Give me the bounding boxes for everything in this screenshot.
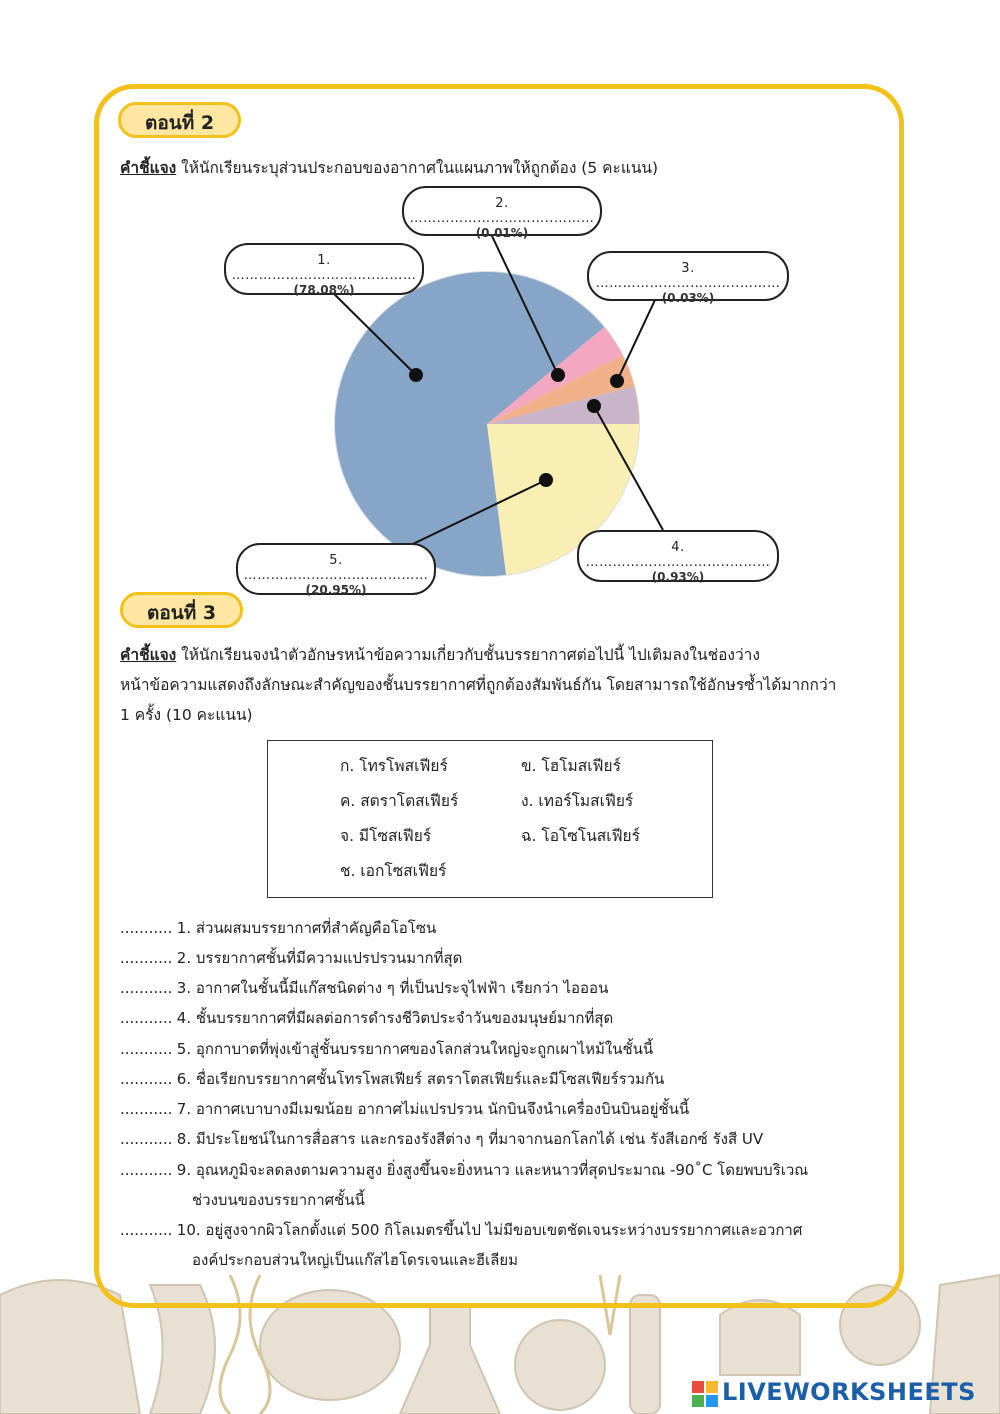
instruction-line-2: หน้าข้อความแสดงถึงลักษณะสำคัญของชั้นบรรยากาศที่ถูกต้องสัมพันธ์กัน โดยสามารถใช้อักษรซ้ำได้มากกว่า (120, 676, 837, 694)
question-text-10-continued: องค์ประกอบส่วนใหญ่เป็นแก๊สไฮโดรเจนและฮีเลียม (192, 1251, 519, 1269)
question-text-7: 7. อากาศเบาบางมีเมฆน้อย อากาศไม่แปรปรวน นักบินจึงนำเครื่องบินบินอยู่ชั้นนี้ (176, 1100, 690, 1118)
answer-blank-10[interactable]: ........... (120, 1221, 173, 1239)
callout-5-percent: (20.95%) (305, 583, 367, 597)
option-kho-khwai: ค. สตราโตสเฟียร์ (340, 792, 459, 810)
pointer-dot-5 (539, 473, 553, 487)
callout-2 (402, 186, 602, 240)
answer-blank-7[interactable]: ........... (120, 1100, 173, 1118)
liveworksheets-logo-icon (692, 1381, 718, 1407)
question-text-9: 9. อุณหภูมิจะลดลงตามความสูง ยิ่งสูงขึ้นจะยิ่งหนาว และหนาวที่สุดประมาณ -90˚C โดยพบบริเวณ (176, 1161, 809, 1179)
question-5 (120, 1034, 653, 1064)
answer-blank-5[interactable]: ........... (120, 1040, 173, 1058)
pointer-dot-1 (409, 368, 423, 382)
section-3-badge: ตอนที่ 3 (120, 592, 243, 628)
callout-3-answer-blank[interactable]: …………………………..……… (595, 276, 781, 291)
callout-4-percent: (0.93%) (651, 570, 705, 584)
pointer-dot-2 (551, 368, 565, 382)
question-9 (120, 1155, 809, 1209)
instruction-line-3: 1 ครั้ง (10 คะแนน) (120, 706, 253, 724)
question-10 (120, 1215, 803, 1269)
callout-5 (236, 543, 436, 595)
question-text-8: 8. มีประโยชน์ในการสื่อสาร และกรองรังสีต่าง ๆ ที่มาจากนอกโลกได้ เช่น รังสีเอกซ์ รังสี UV (176, 1130, 764, 1148)
answer-blank-8[interactable]: ........... (120, 1130, 173, 1148)
question-text-1: 1. ส่วนผสมบรรยากาศที่สำคัญคือโอโซน (176, 919, 437, 937)
instruction-text: ให้นักเรียนระบุส่วนประกอบของอากาศในแผนภาพให้ถูกต้อง (5 คะแนน) (176, 159, 659, 177)
question-3 (120, 973, 608, 1003)
callout-5-answer-blank[interactable]: …………………………..……… (243, 568, 429, 583)
leader-line-3 (617, 300, 655, 381)
callout-1-number: 1. (317, 253, 331, 268)
question-6 (120, 1064, 664, 1094)
instruction-label: คำชี้แจง (120, 646, 177, 664)
answer-blank-9[interactable]: ........... (120, 1161, 173, 1179)
leader-line-2 (492, 236, 558, 375)
question-text-2: 2. บรรยากาศชั้นที่มีความแปรปรวนมากที่สุด (176, 949, 463, 967)
callout-5-number: 5. (329, 553, 343, 568)
section-2-badge: ตอนที่ 2 (118, 102, 241, 138)
option-cho-chang: ช. เอกโซสเฟียร์ (340, 862, 447, 880)
question-1 (120, 913, 436, 943)
callout-1-percent: (78.08%) (293, 283, 355, 297)
callout-1-answer-blank[interactable]: …………………………..……… (231, 268, 417, 283)
callout-2-answer-blank[interactable]: …………………………..……… (409, 211, 595, 226)
liveworksheets-brand: LIVEWORKSHEETS (722, 1378, 976, 1406)
answer-blank-6[interactable]: ........... (120, 1070, 173, 1088)
section-3-instruction (120, 640, 836, 730)
callout-4-number: 4. (671, 540, 685, 555)
instruction-label: คำชี้แจง (120, 159, 177, 177)
pointer-dot-4 (587, 399, 601, 413)
callout-3 (587, 251, 789, 305)
instruction-line-1: ให้นักเรียนจงนำตัวอักษรหน้าข้อความเกี่ยวกับชั้นบรรยากาศต่อไปนี้ ไปเติมลงในช่องว่าง (176, 646, 760, 664)
question-text-6: 6. ชื่อเรียกบรรยากาศชั้นโทรโพสเฟียร์ สตราโตสเฟียร์และมีโซสเฟียร์รวมกัน (176, 1070, 665, 1088)
option-kho: ข. โฮโมสเฟียร์ (521, 757, 621, 775)
question-7 (120, 1094, 689, 1124)
callout-2-number: 2. (495, 196, 509, 211)
callout-3-percent: (0.03%) (661, 291, 715, 305)
question-text-9-continued: ช่วงบนของบรรยากาศชั้นนี้ (192, 1191, 365, 1209)
callout-2-percent: (0.01%) (475, 226, 529, 240)
answer-blank-1[interactable]: ........... (120, 919, 173, 937)
question-text-4: 4. ชั้นบรรยากาศที่มีผลต่อการดำรงชีวิตประจำวันของมนุษย์มากที่สุด (176, 1009, 614, 1027)
option-ko: ก. โทรโพสเฟียร์ (340, 757, 448, 775)
callout-4 (577, 530, 779, 582)
question-text-5: 5. อุกกาบาตที่พุ่งเข้าสู่ชั้นบรรยากาศของโลกส่วนใหญ่จะถูกเผาไหม้ในชั้นนี้ (176, 1040, 654, 1058)
answer-blank-3[interactable]: ........... (120, 979, 173, 997)
question-text-3: 3. อากาศในชั้นนี้มีแก๊สชนิดต่าง ๆ ที่เป็นประจุไฟฟ้า เรียกว่า ไอออน (176, 979, 609, 997)
question-2 (120, 943, 462, 973)
question-text-10: 10. อยู่สูงจากผิวโลกตั้งแต่ 500 กิโลเมตรขึ้นไป ไม่มีขอบเขตชัดเจนระหว่างบรรยากาศและอวกาศ (176, 1221, 803, 1239)
pointer-dot-3 (610, 374, 624, 388)
callout-1 (224, 243, 424, 295)
option-chho: ฉ. โอโซโนสเฟียร์ (521, 827, 640, 845)
question-8 (120, 1124, 763, 1154)
option-ngo: ง. เทอร์โมสเฟียร์ (521, 792, 634, 810)
answer-blank-2[interactable]: ........... (120, 949, 173, 967)
answer-options-box (267, 740, 713, 898)
question-4 (120, 1003, 613, 1033)
callout-4-answer-blank[interactable]: …………………………..……… (585, 555, 771, 570)
answer-blank-4[interactable]: ........... (120, 1009, 173, 1027)
callout-3-number: 3. (681, 261, 695, 276)
callout-leaders (0, 0, 1000, 620)
leader-line-4 (594, 406, 663, 530)
option-cho: จ. มีโซสเฟียร์ (340, 827, 432, 845)
